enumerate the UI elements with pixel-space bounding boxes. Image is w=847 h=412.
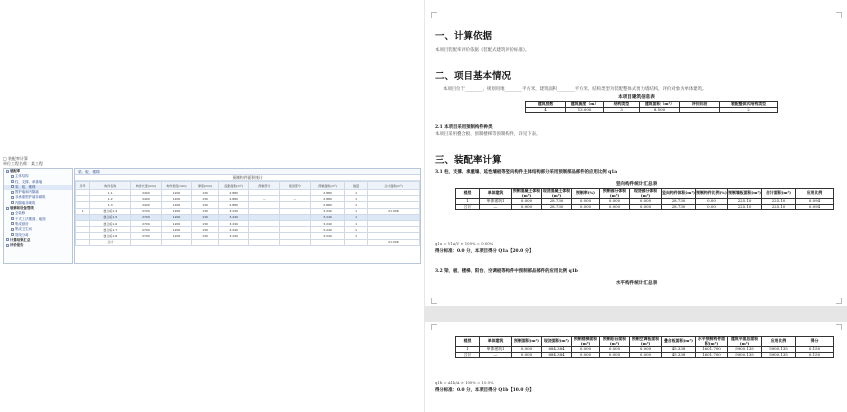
table-header-cell: 现浇混凝土体积(m³) [542,188,571,198]
grid-table[interactable] [75,181,420,246]
grid-cell[interactable]: 3.240 [310,214,345,220]
score-q1a: 得分标准：0.0 分，本项目得分 Q1a【20.0 分】 [435,249,534,254]
table-header-cell: 应用比例 [762,337,796,347]
grid-cell[interactable]: 1200 [161,208,192,214]
grid-cell[interactable]: 1-2 [90,196,131,202]
grid-column-header[interactable]: 投影面积(m²) [218,182,249,190]
table-header-cell: 预制楼梯面积(m²) [572,337,600,347]
table-cell: 225.10 [728,204,762,210]
table-header-cell: 预制空调板面积(m²) [630,337,662,347]
info-table-cell-row [526,107,778,113]
table-cell: 合计 [456,204,480,210]
table-cell: 28.730 [662,204,696,210]
heading-calc: 三、装配率计算 [435,155,502,166]
text-basis: 本项目装配率评价依据《装配式建筑评价标准》。 [435,48,530,53]
grid-cell[interactable]: 2400 [131,196,162,202]
table-header-cell: 楼层 [456,337,480,347]
grid-cell[interactable]: 2400 [131,190,162,196]
text-section-3-2: 3.2 梁、板、楼梯、阳台、空调板等构件中预制部品部件的应用比例 q1b [435,269,578,274]
table-cell: 28.730 [542,204,572,210]
folder-icon [6,244,9,247]
table-row [456,352,834,358]
table-header-cell: 楼层 [456,189,480,199]
table-cell: 5900.135 [762,352,796,358]
grid-band-title: 预制构件面积统计 [75,175,420,181]
grid-cell[interactable]: 2700 [131,214,162,220]
grid-cell[interactable]: 1 [345,196,367,202]
grid-cell[interactable]: 叠合板1-7 [90,227,131,233]
table-cell: 合计 [456,352,480,358]
tree-item-label: 干式工法楼面、地面 [15,216,46,221]
folder-icon [11,228,14,231]
grid-cell[interactable]: 2700 [131,227,162,233]
table-cell: 0.000 [630,199,662,205]
table-header-cell: 预制率(%) [572,189,600,199]
table-cell: 5900.135 [762,347,796,353]
page-corner-mark [431,324,437,330]
info-table-cell: 4 [526,107,566,113]
grid-column-header[interactable]: 厚度(mm) [192,182,219,190]
grid-column-header[interactable]: 合计面积(m²) [367,182,419,190]
tree-item-label: 柱、支撑、承重墙 [15,179,43,184]
grid-cell[interactable] [192,239,219,245]
formula-q1a: q1a = V1a/V × 100% = 0.00% [435,241,494,246]
grid-column-header[interactable]: 序号 [76,182,90,190]
page-corner-mark [431,298,437,304]
grid-cell[interactable]: 130 [192,190,219,196]
document-page-2 [433,322,840,412]
grid-cell[interactable]: 2.880 [310,196,345,202]
table-header-cell: 预制构件比例(%) [696,189,728,199]
table-cell: — [480,352,512,358]
folder-icon [11,180,14,183]
tree-item-label: 梁、板、楼梯 [15,184,36,189]
folder-icon [11,196,14,199]
table-cell: 0.000 [512,352,542,358]
table-cell: 0.000 [572,347,600,353]
grid-cell[interactable]: 3.240 [218,227,249,233]
grid-cell[interactable]: 1 [345,190,367,196]
grid-cell[interactable]: 130 [192,227,219,233]
table-cell: 0.000 [512,204,542,210]
table-header-cell: 竖向构件体积(m³) [662,189,696,199]
grid-cell[interactable]: 3.240 [310,233,345,239]
table-header-row [456,189,834,199]
grid-row[interactable] [76,239,420,245]
table-cell: 225.10 [728,199,762,205]
table-cell: 0.094 [796,199,834,205]
text-project-info: 本项目位于________，规划用地________平方米，建筑面积________平方米，结构类型为装配整体式剪力墙结构，评价对象为单体建筑。 [443,87,707,92]
grid-cell[interactable]: 1200 [161,227,192,233]
info-table-cell [680,107,720,113]
score-q1b: 得分标准：0.0 分，本项目得分 Q1b【10.0 分】 [435,388,534,393]
table-cell: 单体建筑1 [480,347,512,353]
folder-icon [11,185,14,188]
grid-cell[interactable]: 2.880 [310,202,345,208]
grid-cell[interactable]: — [249,196,280,202]
table-header-cell: 预制阳台面积(m²) [600,337,630,347]
grid-cell[interactable] [161,239,192,245]
table-cell: 45.338 [662,347,696,353]
folder-icon [11,191,14,194]
grid-cell[interactable] [310,239,345,245]
table-header-cell: 现浇部分体积(m³) [630,189,662,199]
grid-cell[interactable]: 3.240 [218,214,249,220]
table-cell: 0.00 [696,204,728,210]
app-subtitle: 单位工程名称：某工程 [3,161,43,166]
grid-column-header[interactable]: 现浇部分 [280,182,311,190]
text-section-2-1-body: 本项目采用叠合板、预制楼梯等预制构件，详见下表。 [435,132,541,137]
info-table-cell: 13.000 [566,107,604,113]
table-cell: 0.000 [630,347,662,353]
grid-cell[interactable]: 130 [192,202,219,208]
table-cell: 0.000 [572,204,600,210]
text-section-3-1: 3.1 柱、支撑、承重墙、延性墙板等竖向构件主体结构部分采用预制部品部件的应用比例 q1a [435,170,618,175]
heading-basis: 一、计算依据 [435,31,493,42]
grid-cell[interactable] [218,239,249,245]
grid-column-header[interactable]: 构件名称 [90,182,131,190]
caption-horizontal-table: 水平构件统计汇总表 [615,281,658,286]
folder-icon [11,217,14,220]
grid-cell[interactable] [249,239,280,245]
grid-cell[interactable]: 1 [76,208,90,214]
nav-tree[interactable] [3,168,73,264]
grid-cell[interactable]: 21.006 [367,239,419,245]
info-table-cell: 2 [720,107,778,113]
table-header-row [456,337,834,347]
grid-cell[interactable]: 2400 [131,202,162,208]
grid-cell[interactable] [76,239,90,245]
tree-item[interactable] [4,243,72,248]
table-cell: 0.000 [600,352,630,358]
tree-item-label: 评价报告 [10,243,24,248]
info-table [525,101,778,113]
grid-cell[interactable]: 3.240 [218,233,249,239]
table-header-cell: 叠合板面积(m²) [662,337,696,347]
grid-cell[interactable]: 1 [345,220,367,226]
horizontal-components-table [455,336,834,358]
table-cell: 0.000 [572,199,600,205]
grid-column-header[interactable]: 构件长度(mm) [131,182,162,190]
table-cell: 684.384 [542,352,572,358]
tree-item-label: 装修和设备管线 [10,206,34,211]
table-cell: 0.000 [512,347,542,353]
table-cell: 28.730 [542,199,572,205]
table-cell: 5900.135 [728,352,762,358]
grid-cell[interactable]: 1 [345,227,367,233]
grid-cell[interactable]: 2700 [131,233,162,239]
table-cell: 0.150 [796,352,834,358]
caption-info-table: 本项目建筑信息表 [618,95,655,100]
table-cell: 0.000 [600,204,630,210]
info-table-cell: 8.500 [640,107,680,113]
table-header-cell: 现浇面积(m²) [542,337,572,347]
grid-cell[interactable]: 1 [345,233,367,239]
page-gap [425,306,847,322]
grid-cell[interactable]: 1200 [161,214,192,220]
tree-item-label: 集成卫生间 [15,227,32,232]
table-cell: 1 [456,199,480,205]
info-table-header: 结构类型 [604,102,640,108]
table-cell: 1601.700 [696,352,728,358]
table-cell: 单体建筑1 [480,199,512,205]
table-cell: 1601.700 [696,347,728,353]
document-viewer[interactable] [424,0,847,412]
grid-cell[interactable]: 130 [192,196,219,202]
data-grid [74,168,421,264]
table-cell: 0.000 [600,347,630,353]
formula-q1b: q1b = A1b/A × 100% = 10.0% [435,380,494,385]
grid-column-header[interactable]: 预制部分 [249,182,280,190]
table-cell: 28.730 [662,199,696,205]
table-header-cell: 合计面积(m²) [762,189,796,199]
info-table-header: 建筑高度（m） [566,102,604,108]
table-cell: 5900.135 [728,347,762,353]
tree-item-label: 围护墙和内隔墙 [15,190,39,195]
text-section-2-1: 2.1 本项目采用预制构件种类 [435,125,493,130]
page-corner-mark [431,12,437,18]
table-header-cell: 单体建筑 [480,337,512,347]
grid-cell[interactable]: 21.006 [367,208,419,214]
info-table-header: 装配整体式结构类型 [720,102,778,108]
grid-cell[interactable]: 1-1 [90,190,131,196]
tree-item-label: 装配率 [10,169,21,173]
grid-cell[interactable]: 2.880 [218,202,249,208]
table-cell: 1 [456,347,480,353]
info-table-header: 建筑层数 [526,102,566,108]
tree-item-label: 主体结构 [15,174,29,179]
table-header-cell: 预制墙板面积(m²) [728,189,762,199]
grid-column-header[interactable]: 数量 [345,182,367,190]
table-header-cell: 应用比例 [796,189,834,199]
folder-icon [11,201,14,204]
table-cell: 45.338 [662,352,696,358]
page-corner-mark [836,12,842,18]
tree-item-label: 管线分离 [15,232,29,237]
grid-cell[interactable]: 1200 [161,190,192,196]
info-table-header: 评价阶段 [680,102,720,108]
table-header-cell: 得分 [796,337,834,347]
tree-item-label: 全装修 [15,211,26,216]
grid-cell[interactable] [131,239,162,245]
folder-icon [11,212,14,215]
table-row [456,204,834,210]
grid-title: 梁、板、楼梯 [75,169,420,175]
folder-icon [6,238,9,241]
heading-project-info: 二、项目基本情况 [435,71,512,82]
grid-cell[interactable]: 3.240 [310,208,345,214]
grid-cell[interactable]: 1 [345,202,367,208]
grid-cell[interactable]: 1200 [161,202,192,208]
grid-cell[interactable] [345,239,367,245]
table-header-cell: 单体建筑 [480,189,512,199]
folder-icon [11,222,14,225]
grid-column-header[interactable]: 预制面积(m²) [310,182,345,190]
table-cell: 0.00 [696,199,728,205]
table-cell: 0.150 [796,347,834,353]
table-header-cell: 水平预制构件面积(m²) [696,337,728,347]
grid-cell[interactable]: 叠合板1-8 [90,233,131,239]
table-cell: 225.10 [762,199,796,205]
grid-cell[interactable]: 2.880 [218,190,249,196]
grid-cell[interactable]: 2700 [131,208,162,214]
document-page-1 [433,14,840,306]
grid-cell[interactable]: 合计 [90,239,131,245]
grid-cell[interactable]: 3.240 [310,227,345,233]
grid-cell[interactable]: — [280,196,311,202]
grid-cell[interactable]: 2.880 [310,190,345,196]
grid-cell[interactable]: 叠合板1-6 [90,220,131,226]
table-header-cell: 预制混凝土体积(m³) [512,188,541,198]
table-header-cell: 建筑平面总面积(m²) [728,337,762,347]
info-table-header: 建筑面积（m²） [640,102,680,108]
page-corner-mark [836,298,842,304]
folder-icon [6,170,9,173]
grid-cell[interactable]: 叠合板1-5 [90,214,131,220]
table-header-cell: 预制部分体积(m³) [600,189,630,199]
table-cell: 0.000 [600,199,630,205]
table-cell: 684.384 [542,347,572,353]
grid-cell[interactable] [280,239,311,245]
grid-cell[interactable]: 1-3 [90,202,131,208]
tree-item-label: 内隔墙非砌筑 [15,200,36,205]
grid-cell[interactable]: 1 [345,208,367,214]
page-corner-mark [836,324,842,330]
grid-cell[interactable]: 130 [192,233,219,239]
table-cell: — [480,204,512,210]
grid-cell[interactable]: 1200 [161,196,192,202]
table-cell: 225.10 [762,204,796,210]
folder-icon [11,233,14,236]
grid-cell[interactable]: 3.240 [310,220,345,226]
vertical-components-table [455,188,834,210]
grid-cell[interactable]: 2700 [131,220,162,226]
grid-cell[interactable]: 1200 [161,233,192,239]
table-cell: 0.094 [796,204,834,210]
table-cell: 0.000 [630,204,662,210]
table-cell: 0.000 [572,352,600,358]
grid-cell[interactable]: 130 [192,214,219,220]
info-table-cell: 3 [604,107,640,113]
grid-cell[interactable]: 1200 [161,220,192,226]
folder-icon [11,175,14,178]
grid-cell[interactable]: 3.240 [218,220,249,226]
table-cell: 0.000 [512,199,542,205]
table-header-cell: 预制面积(m²) [512,337,542,347]
caption-vertical-table: 竖向构件统计汇总表 [615,182,658,187]
tree-item-label: 非承重围护墙非砌筑 [15,195,46,200]
tree-item-label: 集成厨房 [15,221,29,226]
tree-item-label: 计算结果汇总 [10,237,31,242]
grid-cell[interactable]: 2.880 [218,196,249,202]
grid-cell[interactable]: 叠合板1-4 [90,208,131,214]
grid-cell[interactable]: 3.240 [218,208,249,214]
grid-column-header[interactable]: 构件宽度(mm) [161,182,192,190]
grid-cell[interactable]: 1 [345,214,367,220]
app-header [3,156,43,166]
grid-cell[interactable]: 130 [192,208,219,214]
table-cell: 0.000 [630,352,662,358]
app-title: □ 装配率计算 [3,156,29,161]
grid-cell[interactable]: 130 [192,220,219,226]
folder-icon [6,207,9,210]
